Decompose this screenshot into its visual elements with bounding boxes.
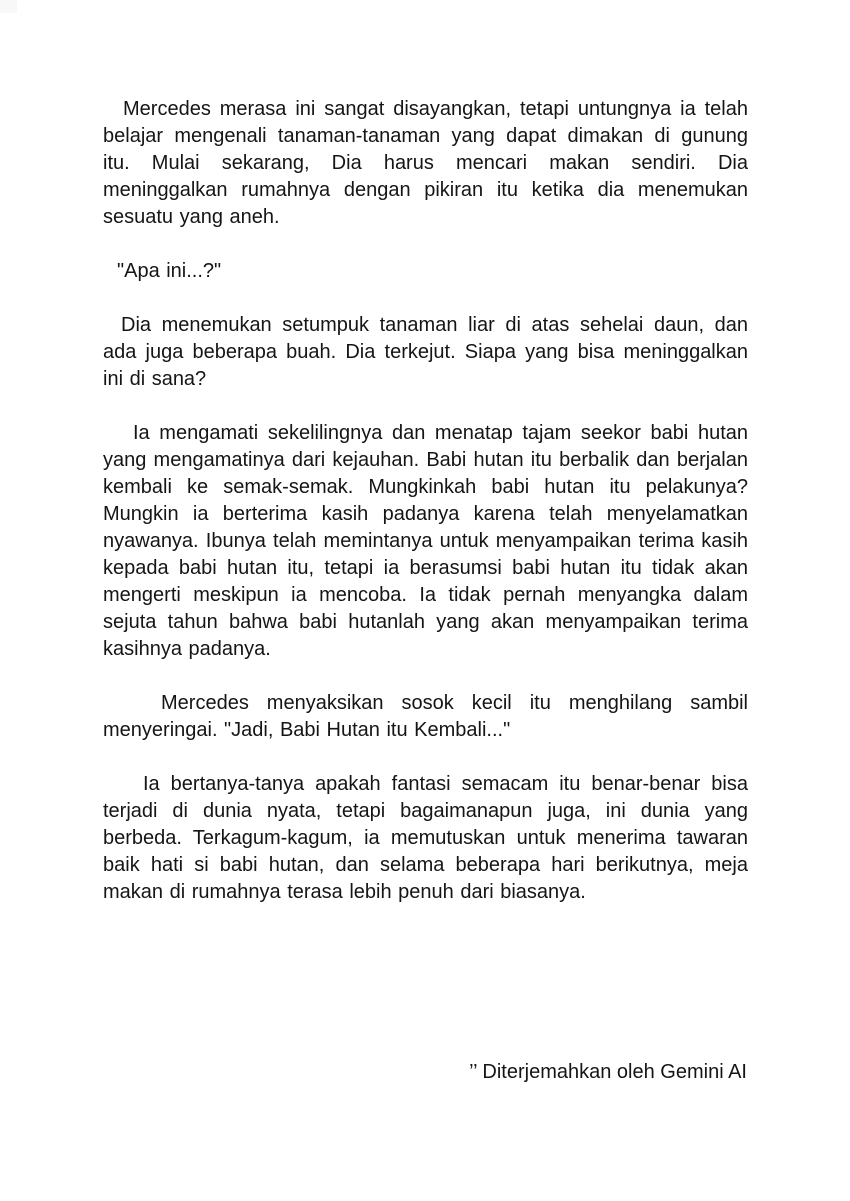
- page-body: [103, 96, 748, 933]
- paragraph-4: Ia mengamati sekelilingnya dan menatap tajam seekor babi hutan yang mengamatinya dari kejauhan. Babi hutan itu berbalik dan berjalan kembali ke semak-semak. Mungkinkah babi hutan itu pelakunya? Mungkin ia berterima kasih padanya karena telah menyelamatkan nyawanya. Ibunya telah memintanya untuk menyampaikan terima kasih kepada babi hutan itu, tetapi ia berasumsi babi hutan itu tidak akan mengerti meskipun ia mencoba. Ia tidak pernah menyangka dalam sejuta tahun bahwa babi hutanlah yang akan menyampaikan terima kasihnya padanya.: [103, 422, 748, 660]
- paragraph-3: Dia menemukan setumpuk tanaman liar di atas sehelai daun, dan ada juga beberapa buah. Dia terkejut. Siapa yang bisa meninggalkan ini di sana?: [103, 314, 748, 390]
- paragraph-5: Mercedes menyaksikan sosok kecil itu menghilang sambil menyeringai. "Jadi, Babi Hutan itu Kembali...": [103, 692, 748, 741]
- paragraph-2-dialogue: "Apa ini...?": [117, 260, 222, 282]
- paragraph-6: Ia bertanya-tanya apakah fantasi semacam itu benar-benar bisa terjadi di dunia nyata, tetapi bagaimanapun juga, ini dunia yang berbeda. Terkagum-kagum, ia memutuskan untuk menerima tawaran baik hati si babi hutan, dan selama beberapa hari berikutnya, meja makan di rumahnya terasa lebih penuh dari biasanya.: [103, 773, 748, 903]
- scan-artifact: [0, 0, 17, 13]
- translator-credit: ’’ Diterjemahkan oleh Gemini AI: [469, 1061, 747, 1083]
- paragraph-1: Mercedes merasa ini sangat disayangkan, tetapi untungnya ia telah belajar mengenali tanaman-tanaman yang dapat dimakan di gunung itu. Mulai sekarang, Dia harus mencari makan sendiri. Dia meninggalkan rumahnya dengan pikiran itu ketika dia menemukan sesuatu yang aneh.: [103, 98, 748, 228]
